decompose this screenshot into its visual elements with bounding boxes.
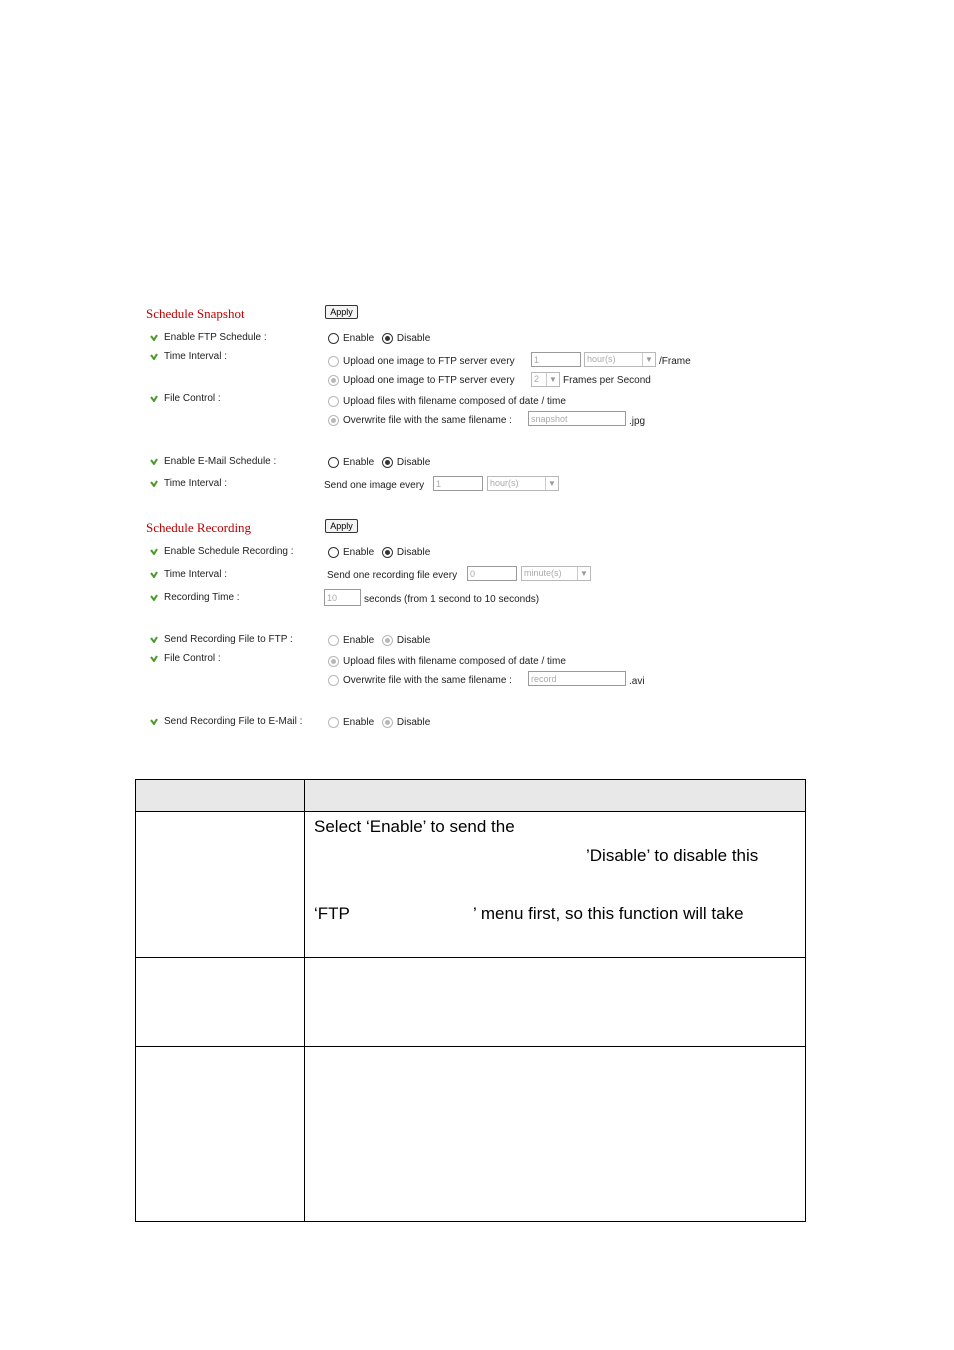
rec-file-control-option2-text: Overwrite file with the same filename : — [343, 675, 512, 687]
interval-option1-text: Upload one image to FTP server every — [343, 356, 515, 368]
table-row — [136, 958, 806, 1047]
check-bullet-icon — [150, 717, 158, 725]
ftp-schedule-disable-label: Disable — [396, 333, 431, 345]
table-header-row — [136, 780, 806, 812]
email-interval-text: Send one image every — [324, 480, 425, 491]
ftp-schedule-enable-label: Enable — [343, 333, 375, 345]
schedule-snapshot-title: Schedule Snapshot — [146, 306, 245, 321]
check-bullet-icon — [150, 352, 158, 360]
ftp-schedule-radios — [328, 333, 430, 344]
file-control-option2-text: Overwrite file with the same filename : — [343, 415, 512, 427]
header-cell-item — [136, 780, 305, 812]
check-bullet-icon — [150, 654, 158, 662]
description-table — [135, 779, 806, 1222]
send-ftp-disable-label: Disable — [396, 635, 431, 647]
interval-hours-input[interactable]: 1 — [531, 352, 581, 367]
send-email-enable-radio[interactable] — [328, 717, 339, 728]
fps-select[interactable] — [531, 372, 560, 387]
ftp-schedule-label: Enable FTP Schedule : — [164, 332, 267, 343]
ftp-schedule-enable-radio[interactable] — [328, 333, 339, 344]
interval-option2 — [328, 375, 515, 386]
row1-item-cell — [136, 812, 305, 958]
email-interval-input[interactable]: 1 — [433, 476, 483, 491]
send-email-enable-label: Enable — [343, 717, 375, 729]
ftp-schedule-label-row — [150, 332, 267, 343]
fps-suffix: Frames per Second — [563, 375, 651, 386]
row1-line1: Select ‘Enable’ to send the — [314, 817, 515, 836]
recording-interval-label-row — [150, 569, 227, 580]
file-control-option2-radio[interactable] — [328, 415, 339, 426]
interval-option1-radio[interactable] — [328, 356, 339, 367]
recording-enable-label: Enable — [343, 547, 375, 559]
email-schedule-disable-radio[interactable] — [382, 457, 393, 468]
check-bullet-icon — [150, 547, 158, 555]
snapshot-ext: .jpg — [629, 416, 646, 427]
recording-interval-unit-select[interactable] — [521, 566, 591, 581]
recording-time-text: seconds (from 1 second to 10 seconds) — [364, 594, 540, 605]
ftp-schedule-disable-radio[interactable] — [382, 333, 393, 344]
email-schedule-label-row — [150, 456, 276, 467]
enable-recording-radios — [328, 547, 430, 558]
file-control-label: File Control : — [164, 393, 221, 404]
apply-snapshot-button[interactable]: Apply — [325, 305, 358, 319]
time-interval-label: Time Interval : — [164, 351, 227, 362]
file-control-option1-text: Upload files with filename composed of date / time — [343, 396, 566, 408]
rec-file-control-option1-radio[interactable] — [328, 656, 339, 667]
email-schedule-disable-label: Disable — [396, 457, 431, 469]
rec-file-control-option2-radio[interactable] — [328, 675, 339, 686]
check-bullet-icon — [150, 394, 158, 402]
interval-option2-radio[interactable] — [328, 375, 339, 386]
row1-line3a: ‘FTP — [314, 904, 350, 923]
file-control-option1-radio[interactable] — [328, 396, 339, 407]
table-row — [136, 1047, 806, 1222]
row3-item-cell — [136, 1047, 305, 1222]
chevron-down-icon: ▼ — [642, 353, 655, 366]
check-bullet-icon — [150, 333, 158, 341]
interval-option2-text: Upload one image to FTP server every — [343, 375, 515, 387]
recording-interval-unit-value: minute(s) — [524, 568, 562, 578]
check-bullet-icon — [150, 635, 158, 643]
row1-desc-cell — [305, 812, 806, 958]
row1-line3b: ’ menu first, so this function will take — [473, 904, 744, 923]
send-ftp-disable-radio[interactable] — [382, 635, 393, 646]
email-schedule-enable-radio[interactable] — [328, 457, 339, 468]
fps-value: 2 — [534, 374, 540, 384]
check-bullet-icon — [150, 479, 158, 487]
send-ftp-enable-label: Enable — [343, 635, 375, 647]
recording-disable-radio[interactable] — [382, 547, 393, 558]
row2-desc-cell — [305, 958, 806, 1047]
send-ftp-label: Send Recording File to FTP : — [164, 634, 293, 645]
email-interval-label-row — [150, 478, 227, 489]
rec-file-control-option2 — [328, 675, 512, 686]
recording-interval-text: Send one recording file every — [327, 570, 458, 581]
rec-file-control-option1 — [328, 656, 566, 667]
check-bullet-icon — [150, 593, 158, 601]
send-email-radios — [328, 717, 430, 728]
enable-recording-label: Enable Schedule Recording : — [164, 546, 294, 557]
interval-option1 — [328, 356, 515, 367]
row1-desc-wrap — [306, 813, 804, 956]
send-email-disable-label: Disable — [396, 717, 431, 729]
email-interval-unit-value: hour(s) — [490, 478, 519, 488]
recording-time-label-row — [150, 592, 240, 603]
recording-interval-input[interactable]: 0 — [467, 566, 517, 581]
header-cell-description — [305, 780, 806, 812]
row1-line2: ’Disable’ to disable this — [586, 846, 759, 865]
recording-time-input[interactable]: 10 — [324, 589, 361, 606]
chevron-down-icon: ▼ — [546, 373, 559, 386]
recording-enable-radio[interactable] — [328, 547, 339, 558]
time-interval-label-row — [150, 351, 227, 362]
send-email-label: Send Recording File to E-Mail : — [164, 716, 303, 727]
file-control-label-row — [150, 393, 221, 404]
rec-file-control-label-row — [150, 653, 221, 664]
email-interval-label: Time Interval : — [164, 478, 227, 489]
table-row — [136, 812, 806, 958]
apply-recording-button[interactable]: Apply — [325, 519, 358, 533]
send-ftp-enable-radio[interactable] — [328, 635, 339, 646]
snapshot-filename-input[interactable]: snapshot — [528, 411, 626, 426]
send-ftp-radios — [328, 635, 430, 646]
row3-desc-cell — [305, 1047, 806, 1222]
email-interval-unit-select[interactable] — [487, 476, 559, 491]
email-schedule-radios — [328, 457, 430, 468]
frame-suffix: /Frame — [659, 356, 691, 367]
email-schedule-label: Enable E-Mail Schedule : — [164, 456, 277, 467]
chevron-down-icon: ▼ — [577, 567, 590, 580]
interval-unit-value: hour(s) — [587, 354, 616, 364]
file-control-option1 — [328, 396, 566, 407]
interval-unit-select[interactable] — [584, 352, 656, 367]
check-bullet-icon — [150, 457, 158, 465]
record-ext: .avi — [629, 676, 645, 687]
send-email-label-row — [150, 716, 302, 727]
recording-interval-label: Time Interval : — [164, 569, 227, 580]
file-control-option2 — [328, 415, 512, 426]
chevron-down-icon: ▼ — [545, 477, 558, 490]
enable-recording-label-row — [150, 546, 294, 557]
send-ftp-label-row — [150, 634, 293, 645]
row2-item-cell — [136, 958, 305, 1047]
send-email-disable-radio[interactable] — [382, 717, 393, 728]
email-schedule-enable-label: Enable — [343, 457, 375, 469]
record-filename-input[interactable]: record — [528, 671, 626, 686]
recording-disable-label: Disable — [396, 547, 431, 559]
schedule-recording-title: Schedule Recording — [146, 520, 252, 535]
recording-time-label: Recording Time : — [164, 592, 240, 603]
rec-file-control-option1-text: Upload files with filename composed of date / time — [343, 656, 566, 668]
rec-file-control-label: File Control : — [164, 653, 221, 664]
check-bullet-icon — [150, 570, 158, 578]
